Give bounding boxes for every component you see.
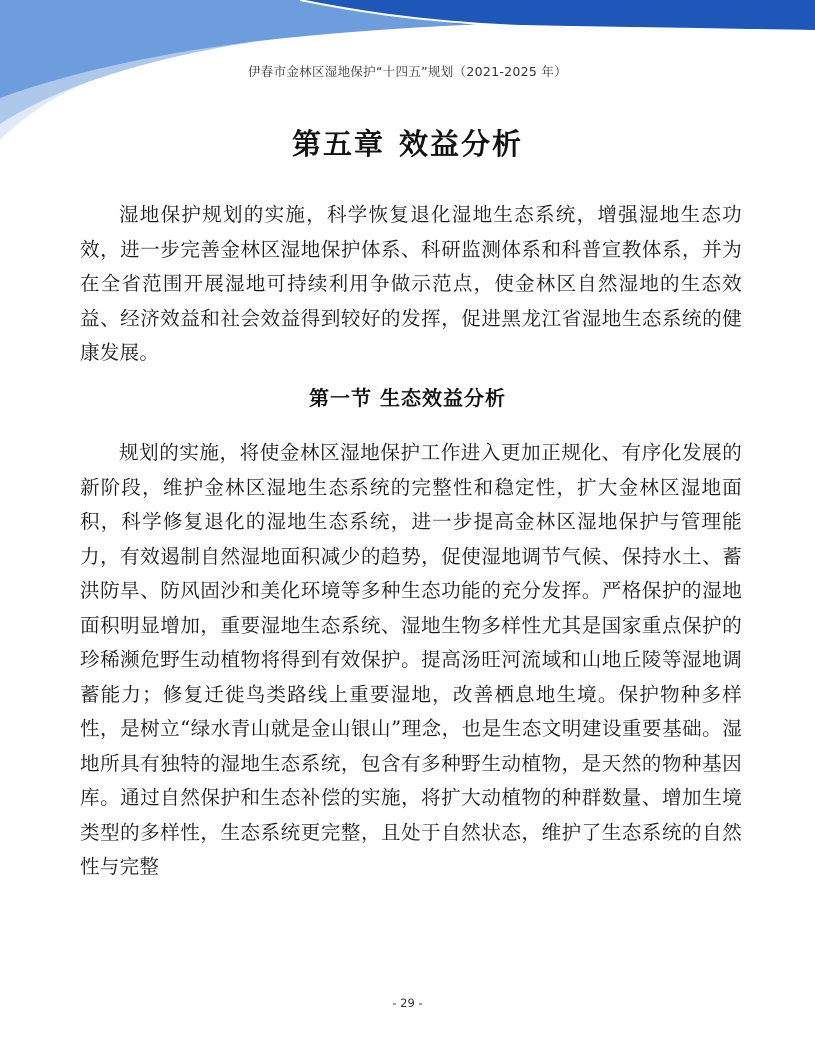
running-header: 伊春市金林区湿地保护“十四五”规划（2021-2025 年） <box>247 64 568 79</box>
page-number: - 29 - <box>392 996 423 1010</box>
section-title <box>0 382 815 411</box>
section-name: 生态效益分析 <box>380 386 506 410</box>
chapter-title <box>0 122 815 163</box>
chapter-number: 第五章 <box>291 127 385 161</box>
section-paragraph: 规划的实施，将使金林区湿地保护工作进入更加正规化、有序化发展的新阶段，维护金林区湿地生态系统的完整性和稳定性，扩大金林区湿地面积，科学修复退化的湿地生态系统，进一步提高金林区湿地保护与管理能力，有效遏制自然湿地面积减少的趋势，促使湿地调节气候、保持水土、蓄洪防旱、防风固沙和美化环境等多种生态功能的充分发挥。严格保护的湿地面积明显增加，重要湿地生态系统、湿地生物多样性尤其是国家重点保护的珍稀濒危野生动植物将得到有效保护。提高汤旺河流域和山地丘陵等湿地调蓄能力；修复迁徙鸟类路线上重要湿地，改善栖息地生境。保护物种多样性，是树立“绿水青山就是金山银山”理念，也是生态文明建设重要基础。湿地所具有独特的湿地生态系统，包含有多种野生动植物，是天然的物种基因库。通过自然保护和生态补偿的实施，将扩大动植物的种群数量、增加生境类型的多样性，生态系统更完整，且处于自然状态，维护了生态系统的自然性与完整 <box>80 441 742 878</box>
intro-paragraph: 湿地保护规划的实施，科学恢复退化湿地生态系统，增强湿地生态功效，进一步完善金林区湿地保护体系、科研监测体系和科普宣教体系，并为在全省范围开展湿地可持续利用争做示范点，使金林区自然湿地的生态效益、经济效益和社会效益得到较好的发挥，促进黑龙江省湿地生态系统的健康发展。 <box>80 203 742 364</box>
section-number: 第一节 <box>309 386 372 410</box>
chapter-name: 效益分析 <box>399 127 524 161</box>
